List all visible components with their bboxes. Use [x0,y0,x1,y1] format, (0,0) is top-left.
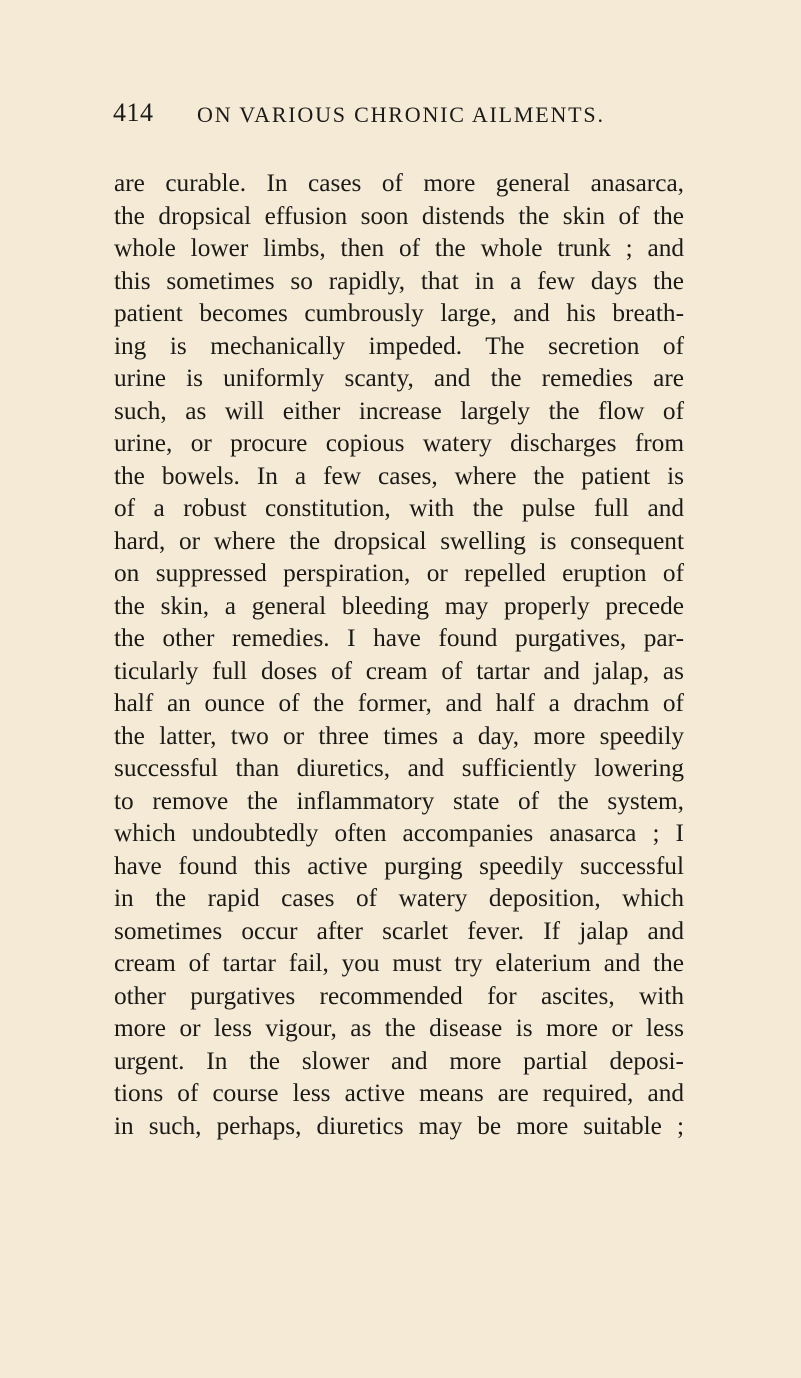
text-line: ticularly full doses of cream of tartar and jalap, as [114,656,684,685]
text-line: have found this active purging speedily successful [114,851,684,880]
text-line: on suppressed perspiration, or repelled eruption of [114,559,684,587]
text-line: other purgatives recommended for ascites, with [114,981,684,1010]
text-line: more or less vigour, as the disease is more or less [114,1014,684,1042]
text-line: sometimes occur after scarlet fever. If jalap and [114,916,684,945]
text-line: whole lower limbs, then of the whole trunk ; and [114,234,684,262]
running-head: ON VARIOUS CHRONIC AILMENTS. [197,102,605,127]
text-line: urine is uniformly scanty, and the remedies are [114,364,684,392]
text-line: in such, perhaps, diuretics may be more suitable ; [114,1111,684,1140]
text-line: half an ounce of the former, and half a drachm of [114,689,684,717]
text-line: cream of tartar fail, you must try elaterium and the [114,949,684,977]
text-line: of a robust constitution, with the pulse full and [114,494,684,522]
body-text [114,167,684,1142]
text-line: successful than diuretics, and sufficiently lowering [114,754,684,782]
text-line: the other remedies. I have found purgatives, par- [114,624,684,652]
page-number: 414 [113,98,154,127]
page-header [113,98,683,138]
text-line: which undoubtedly often accompanies anasarca ; I [114,819,684,847]
text-line: the dropsical effusion soon distends the skin of the [114,201,684,230]
text-line: the bowels. In a few cases, where the patient is [114,461,684,490]
text-line: are curable. In cases of more general anasarca, [114,169,684,197]
text-line: urine, or procure copious watery discharges from [114,429,684,457]
text-line: such, as will either increase largely the flow of [114,396,684,425]
text-line: in the rapid cases of watery deposition, which [114,884,684,912]
text-line: to remove the inflammatory state of the system, [114,786,684,815]
text-line: urgent. In the slower and more partial deposi- [114,1046,684,1075]
text-line: hard, or where the dropsical swelling is consequent [114,526,684,555]
text-line: the skin, a general bleeding may properly precede [114,591,684,620]
text-line: this sometimes so rapidly, that in a few days the [114,266,684,295]
text-line: patient becomes cumbrously large, and his breath- [114,299,684,327]
text-line: tions of course less active means are required, and [114,1079,684,1107]
text-line: the latter, two or three times a day, more speedily [114,721,684,750]
text-line: ing is mechanically impeded. The secretion of [114,331,684,360]
